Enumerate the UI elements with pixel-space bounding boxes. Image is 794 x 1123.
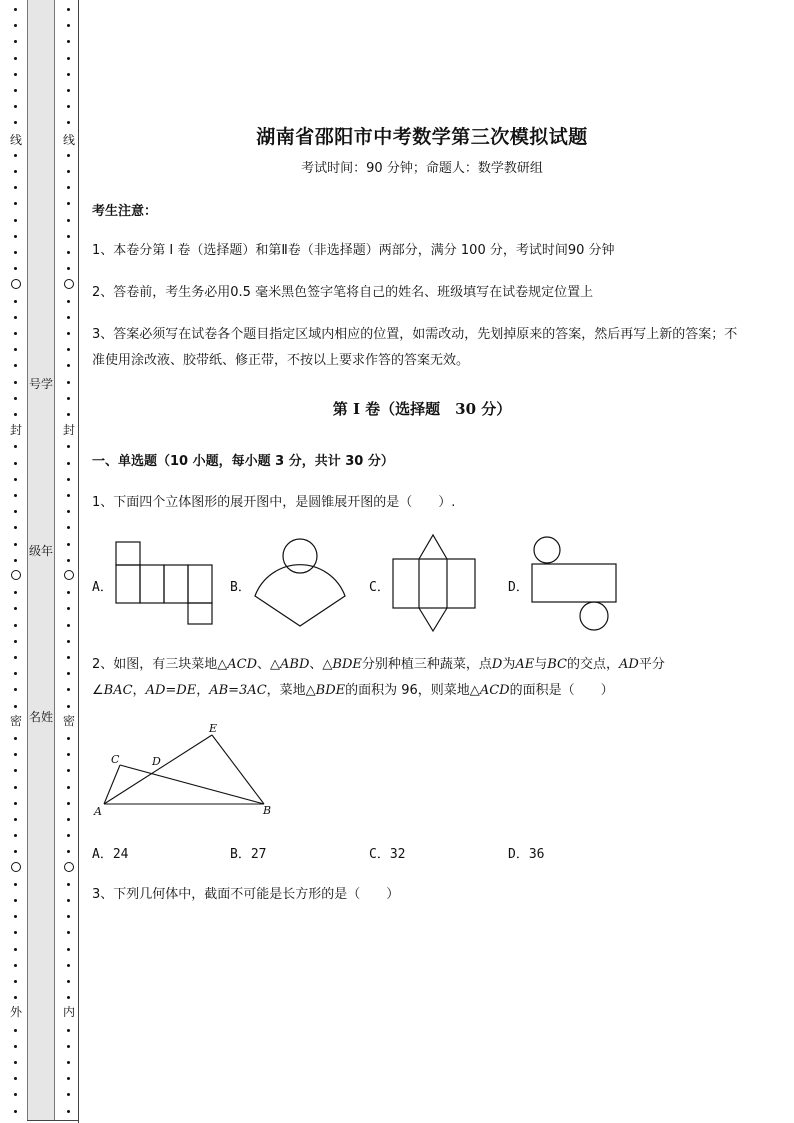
seal-dot	[14, 624, 17, 627]
seal-dot	[67, 316, 70, 319]
inner-seal-char: 密	[62, 714, 75, 728]
seal-dot	[67, 607, 70, 610]
seal-dot	[67, 948, 70, 951]
seal-dot	[67, 364, 70, 367]
exam-subtitle: 考试时间：90 分钟；命题人：数学教研组	[301, 161, 543, 176]
question-2-stem-line1: 2、如图，有三块菜地△ACD、△ABD、△BDE分别种植三种蔬菜，点D为AE与BC的交点，AD平分	[92, 657, 665, 672]
seal-dot	[67, 24, 70, 27]
seal-dot	[67, 1045, 70, 1048]
inner-seal-char: 内	[62, 1005, 75, 1019]
seal-dot	[67, 543, 70, 546]
point-label-e: E	[209, 722, 218, 735]
seal-dot	[14, 267, 17, 270]
outer-seal-char: 线	[9, 133, 22, 147]
seal-dot	[67, 850, 70, 853]
seal-dot	[67, 121, 70, 124]
seal-dot	[14, 705, 17, 708]
cube-net-figure	[114, 540, 214, 626]
seal-dot	[67, 332, 70, 335]
seal-dot	[14, 57, 17, 60]
note-item: 1、本卷分第 I 卷（选择题）和第Ⅱ卷（非选择题）两部分，满分 100 分，考试时间90 分钟	[92, 243, 615, 258]
seal-dot	[14, 381, 17, 384]
q1-option-c-label: C．	[369, 580, 390, 595]
seal-dot	[67, 931, 70, 934]
grade-label: 级年	[28, 544, 53, 558]
question-2-stem-line2: ∠BAC，AD=DE，AB=3AC，菜地△BDE的面积为 96，则菜地△ACD的面积是（ ）	[92, 683, 614, 698]
binding-hole-icon	[64, 862, 74, 872]
seal-dot	[14, 915, 17, 918]
seal-dot	[14, 1077, 17, 1080]
seal-dot	[67, 186, 70, 189]
q2-option-b: B．27	[230, 847, 267, 862]
seal-dot	[14, 251, 17, 254]
seal-dot	[67, 89, 70, 92]
seal-dot	[67, 672, 70, 675]
seal-dot	[67, 462, 70, 465]
seal-dot	[67, 1077, 70, 1080]
outer-seal-char: 密	[9, 714, 22, 728]
part-title: 一、单选题（10 小题，每小题 3 分，共计 30 分）	[92, 454, 394, 469]
seal-dot	[14, 543, 17, 546]
seal-dot	[67, 73, 70, 76]
seal-dot	[14, 1061, 17, 1064]
q1-option-d-label: D．	[508, 580, 529, 595]
exam-title: 湖南省邵阳市中考数学第三次模拟试题	[256, 126, 588, 148]
seal-dot	[14, 186, 17, 189]
seal-dot	[67, 591, 70, 594]
seal-dot	[67, 737, 70, 740]
seal-dot	[67, 170, 70, 173]
question-1-stem: 1、下面四个立体图形的展开图中，是圆锥展开图的是（ ）.	[92, 495, 456, 510]
seal-dot	[14, 607, 17, 610]
seal-dot	[67, 705, 70, 708]
binding-strip	[27, 0, 55, 1121]
seal-dot	[14, 1110, 17, 1113]
seal-dot	[14, 850, 17, 853]
outer-seal-char: 封	[9, 423, 22, 437]
q1-option-a-label: A．	[92, 580, 113, 595]
seal-dot	[67, 251, 70, 254]
seal-dot	[14, 834, 17, 837]
seal-dot	[14, 931, 17, 934]
seal-dot	[67, 915, 70, 918]
name-label: 名姓	[28, 710, 53, 724]
triangle-diagram	[92, 720, 282, 825]
seal-dot	[14, 1093, 17, 1096]
cone-net-figure	[252, 538, 348, 628]
seal-dot	[14, 462, 17, 465]
binding-hole-icon	[64, 570, 74, 580]
seal-dot	[67, 899, 70, 902]
seal-dot	[14, 688, 17, 691]
seal-dot	[14, 316, 17, 319]
seal-dot	[67, 154, 70, 157]
seal-dot	[14, 202, 17, 205]
inner-seal-char: 线	[62, 133, 75, 147]
seal-dot	[14, 235, 17, 238]
seal-dot	[67, 769, 70, 772]
seal-dot	[14, 786, 17, 789]
seal-dot	[14, 494, 17, 497]
seal-dot	[14, 413, 17, 416]
binding-hole-icon	[11, 279, 21, 289]
point-label-b: B	[263, 804, 272, 817]
seal-dot	[14, 1045, 17, 1048]
seal-dot	[14, 73, 17, 76]
seal-dot	[14, 105, 17, 108]
seal-dot	[14, 348, 17, 351]
seal-dot	[67, 202, 70, 205]
seal-dot	[14, 948, 17, 951]
seal-dot	[67, 510, 70, 513]
seal-dot	[14, 899, 17, 902]
seal-dot	[67, 1061, 70, 1064]
seal-dot	[67, 964, 70, 967]
seal-dot	[67, 1110, 70, 1113]
seal-dot	[67, 624, 70, 627]
seal-dot	[14, 769, 17, 772]
seal-dot	[67, 526, 70, 529]
seal-dot	[67, 996, 70, 999]
point-label-d: D	[152, 755, 161, 768]
seal-dot	[14, 8, 17, 11]
seal-dot	[67, 980, 70, 983]
seal-dot	[67, 235, 70, 238]
notes-heading: 考生注意：	[92, 204, 158, 219]
seal-dot	[67, 219, 70, 222]
seal-dot	[14, 526, 17, 529]
q2-option-d: D．36	[508, 847, 545, 862]
seal-dot	[14, 996, 17, 999]
margin-rule	[78, 0, 79, 1123]
seal-dot	[14, 964, 17, 967]
seal-dot	[14, 510, 17, 513]
seal-dot	[14, 397, 17, 400]
seal-dot	[67, 397, 70, 400]
note-item: 3、答案必须写在试卷各个题目指定区域内相应的位置，如需改动，先划掉原来的答案，然后再写上新的答案；不准使用涂改液、胶带纸、修正带，不按以上要求作答的答案无效。	[92, 327, 738, 368]
seal-dot	[14, 300, 17, 303]
seal-dot	[67, 300, 70, 303]
seal-dot	[67, 40, 70, 43]
seal-dot	[14, 818, 17, 821]
seal-dot	[67, 786, 70, 789]
prism-net-figure	[391, 533, 479, 633]
seal-dot	[14, 672, 17, 675]
seal-dot	[14, 24, 17, 27]
q1-option-b-label: B．	[230, 580, 251, 595]
inner-seal-char: 封	[62, 423, 75, 437]
binding-hole-icon	[11, 862, 21, 872]
seal-dot	[67, 105, 70, 108]
seal-dot	[67, 348, 70, 351]
seal-dot	[14, 640, 17, 643]
seal-dot	[67, 413, 70, 416]
seal-dot	[67, 57, 70, 60]
seal-dot	[67, 834, 70, 837]
seal-dot	[67, 802, 70, 805]
cylinder-net-figure	[530, 535, 620, 633]
seal-dot	[14, 883, 17, 886]
seal-dot	[14, 1029, 17, 1032]
seal-dot	[67, 1029, 70, 1032]
q2-option-c: C．32	[369, 847, 406, 862]
seal-dot	[14, 980, 17, 983]
seal-dot	[14, 478, 17, 481]
seal-dot	[67, 656, 70, 659]
point-label-a: A	[94, 805, 102, 818]
margin-bottom-rule	[27, 1120, 79, 1121]
seal-dot	[67, 267, 70, 270]
seal-dot	[67, 1093, 70, 1096]
outer-seal-char: 外	[9, 1005, 22, 1019]
seal-dot	[67, 883, 70, 886]
seal-dot	[67, 494, 70, 497]
seal-dot	[14, 445, 17, 448]
seal-dot	[67, 688, 70, 691]
seal-dot	[14, 154, 17, 157]
seal-dot	[67, 478, 70, 481]
seal-dot	[14, 170, 17, 173]
seal-dot	[14, 219, 17, 222]
binding-margin	[0, 0, 90, 1123]
seal-dot	[67, 381, 70, 384]
seal-dot	[67, 753, 70, 756]
seal-dot	[67, 818, 70, 821]
q2-option-a: A．24	[92, 847, 129, 862]
seal-dot	[14, 656, 17, 659]
seal-dot	[14, 364, 17, 367]
binding-hole-icon	[11, 570, 21, 580]
seal-dot	[14, 559, 17, 562]
student-number-label: 号学	[28, 377, 53, 391]
seal-dot	[14, 121, 17, 124]
seal-dot	[14, 40, 17, 43]
note-item: 2、答卷前，考生务必用0.5 毫米黑色签字笔将自己的姓名、班级填写在试卷规定位置上	[92, 285, 594, 300]
seal-dot	[67, 640, 70, 643]
seal-dot	[67, 445, 70, 448]
seal-dot	[14, 753, 17, 756]
seal-dot	[14, 332, 17, 335]
point-label-c: C	[111, 753, 120, 766]
seal-dot	[67, 559, 70, 562]
binding-hole-icon	[64, 279, 74, 289]
seal-dot	[14, 802, 17, 805]
section-title: 第 I 卷（选择题 30 分）	[332, 400, 512, 418]
seal-dot	[14, 591, 17, 594]
seal-dot	[14, 737, 17, 740]
seal-dot	[14, 89, 17, 92]
seal-dot	[67, 8, 70, 11]
question-3-stem: 3、下列几何体中，截面不可能是长方形的是（ ）	[92, 887, 400, 902]
